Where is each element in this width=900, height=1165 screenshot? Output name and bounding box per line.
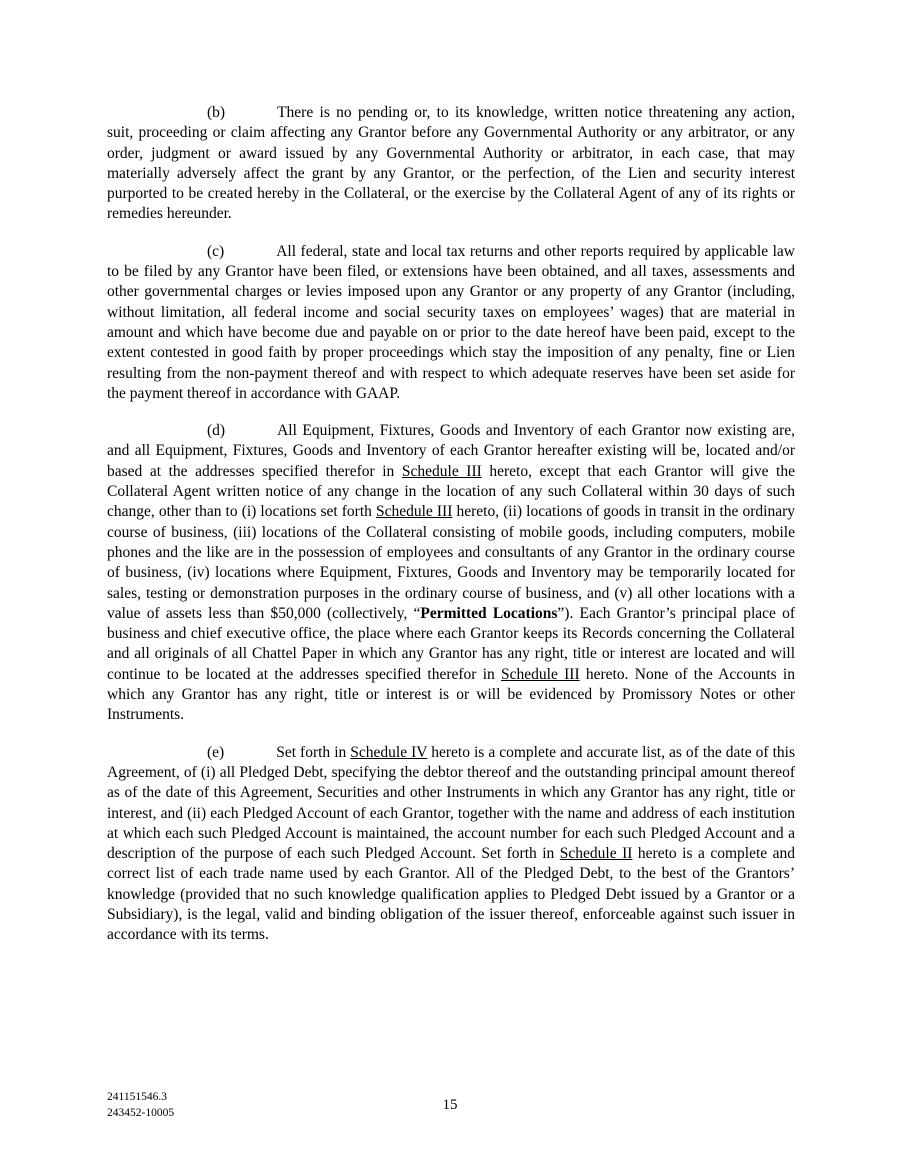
footer-matter-number: 243452-10005 bbox=[107, 1106, 175, 1119]
text-run: hereto, (ii) locations of goods in transit in the ordinary course of business, (iii) locations of the Collateral consisting of mobile goods, including computers, mobile phones and the like are in the possession of employees and consultants of any Grantor in the ordinary course of business, (iv) locations where Equipment, Fixtures, Goods and Inventory may be temporarily located for sales, testing or demonstration purposes in the ordinary course of business, and (v) all other locations with a value of assets less than $50,000 (collectively, “ bbox=[107, 503, 795, 622]
schedule-reference-underline: Schedule III bbox=[375, 503, 453, 521]
text-run: hereto. None of the Accounts in which any Grantor has any right, title or interest is or will be evidenced by Promissory Notes or other Instruments. bbox=[107, 665, 795, 724]
schedule-reference-underline: Schedule IV bbox=[350, 743, 428, 761]
text-run: There is no pending or, to its knowledge, written notice threatening any action, suit, proceeding or claim affecting any Grantor before any Governmental Authority or any arbitrator, or any order, judgment or award issued by any Governmental Authority or arbitrator, in each case, that may materially adversely affect the grant by any Grantor, or the perfection, of the Lien and security interest purported to be created hereby in the Collateral, or the exercise by the Collateral Agent of any of its rights or remedies hereunder. bbox=[107, 104, 795, 223]
paragraph-label: (d) bbox=[207, 422, 226, 440]
paragraph-label: (c) bbox=[207, 242, 225, 260]
paragraph-e bbox=[107, 743, 795, 946]
paragraph-b bbox=[107, 103, 795, 225]
footer-doc-number: 241151546.3 bbox=[107, 1091, 167, 1103]
text-run: All Equipment, Fixtures, Goods and Inventory of each Grantor now existing are, and all Equipment, Fixtures, Goods and Inventory of each Grantor hereafter existing will be, located and/or based at the addresses specified therefor in bbox=[107, 422, 795, 480]
paragraph-label: (e) bbox=[207, 743, 225, 761]
text-run: hereto is a complete and accurate list, as of the date of this Agreement, of (i) all Pledged Debt, specifying the debtor thereof and the outstanding principal amount thereof as of the date of this Agreement, Securities and other Instruments in which any Grantor has any right, title or interest, and (ii) each Pledged Account of each Grantor, together with the name and address of each institution at which each such Pledged Account is maintained, the account number for each such Pledged Account and a description of the purpose of each such Pledged Account. Set forth in bbox=[107, 743, 795, 863]
text-run: hereto is a complete and correct list of each trade name used by each Grantor. All of the Pledged Debt, to the best of the Grantors’ knowledge (provided that no such knowledge qualification applies to Pledged Debt issued by a Grantor or a Subsidiary), is the legal, valid and binding obligation of the issuer thereof, enforceable against such issuer in accordance with its terms. bbox=[107, 845, 796, 944]
paragraph-c bbox=[107, 242, 795, 404]
text-run: Set forth in bbox=[276, 743, 351, 761]
paragraph-label: (b) bbox=[207, 104, 226, 121]
page-number: 15 bbox=[442, 1097, 458, 1113]
schedule-reference-underline: Schedule III bbox=[401, 462, 482, 480]
text-run: hereto, except that each Grantor will give the Collateral Agent written notice of any change in the location of any such Collateral within 30 days of such change, other than to (i) locations set forth bbox=[107, 462, 795, 521]
paragraph-d bbox=[107, 421, 795, 725]
schedule-reference-underline: Schedule II bbox=[559, 845, 633, 863]
text-run: All federal, state and local tax returns and other reports required by applicable law to be filed by any Grantor have been filed, or extensions have been obtained, and all taxes, assessments and other governmental charges or levies imposed upon any Grantor or any property of any Grantor (including, without limitation, all federal income and social security taxes on employees’ wages) that are material in amount and which have become due and payable on or prior to the date hereof have been paid, except to the extent contested in good faith by proper proceedings which stay the imposition of any penalty, fine or Lien resulting from the non-payment thereof and with respect to which adequate reserves have been set aside for the payment thereof in accordance with GAAP. bbox=[107, 242, 795, 402]
schedule-reference-underline: Schedule III bbox=[501, 665, 580, 683]
text-run: ”). Each Grantor’s principal place of business and chief executive office, the place where each Grantor keeps its Records concerning the Collateral and all originals of all Chattel Paper in which any Grantor has any right, title or interest are located and will continue to be located at the addresses specified therefor in bbox=[107, 604, 795, 683]
defined-term-bold: Permitted Locations bbox=[420, 604, 558, 622]
document-body bbox=[107, 103, 795, 963]
